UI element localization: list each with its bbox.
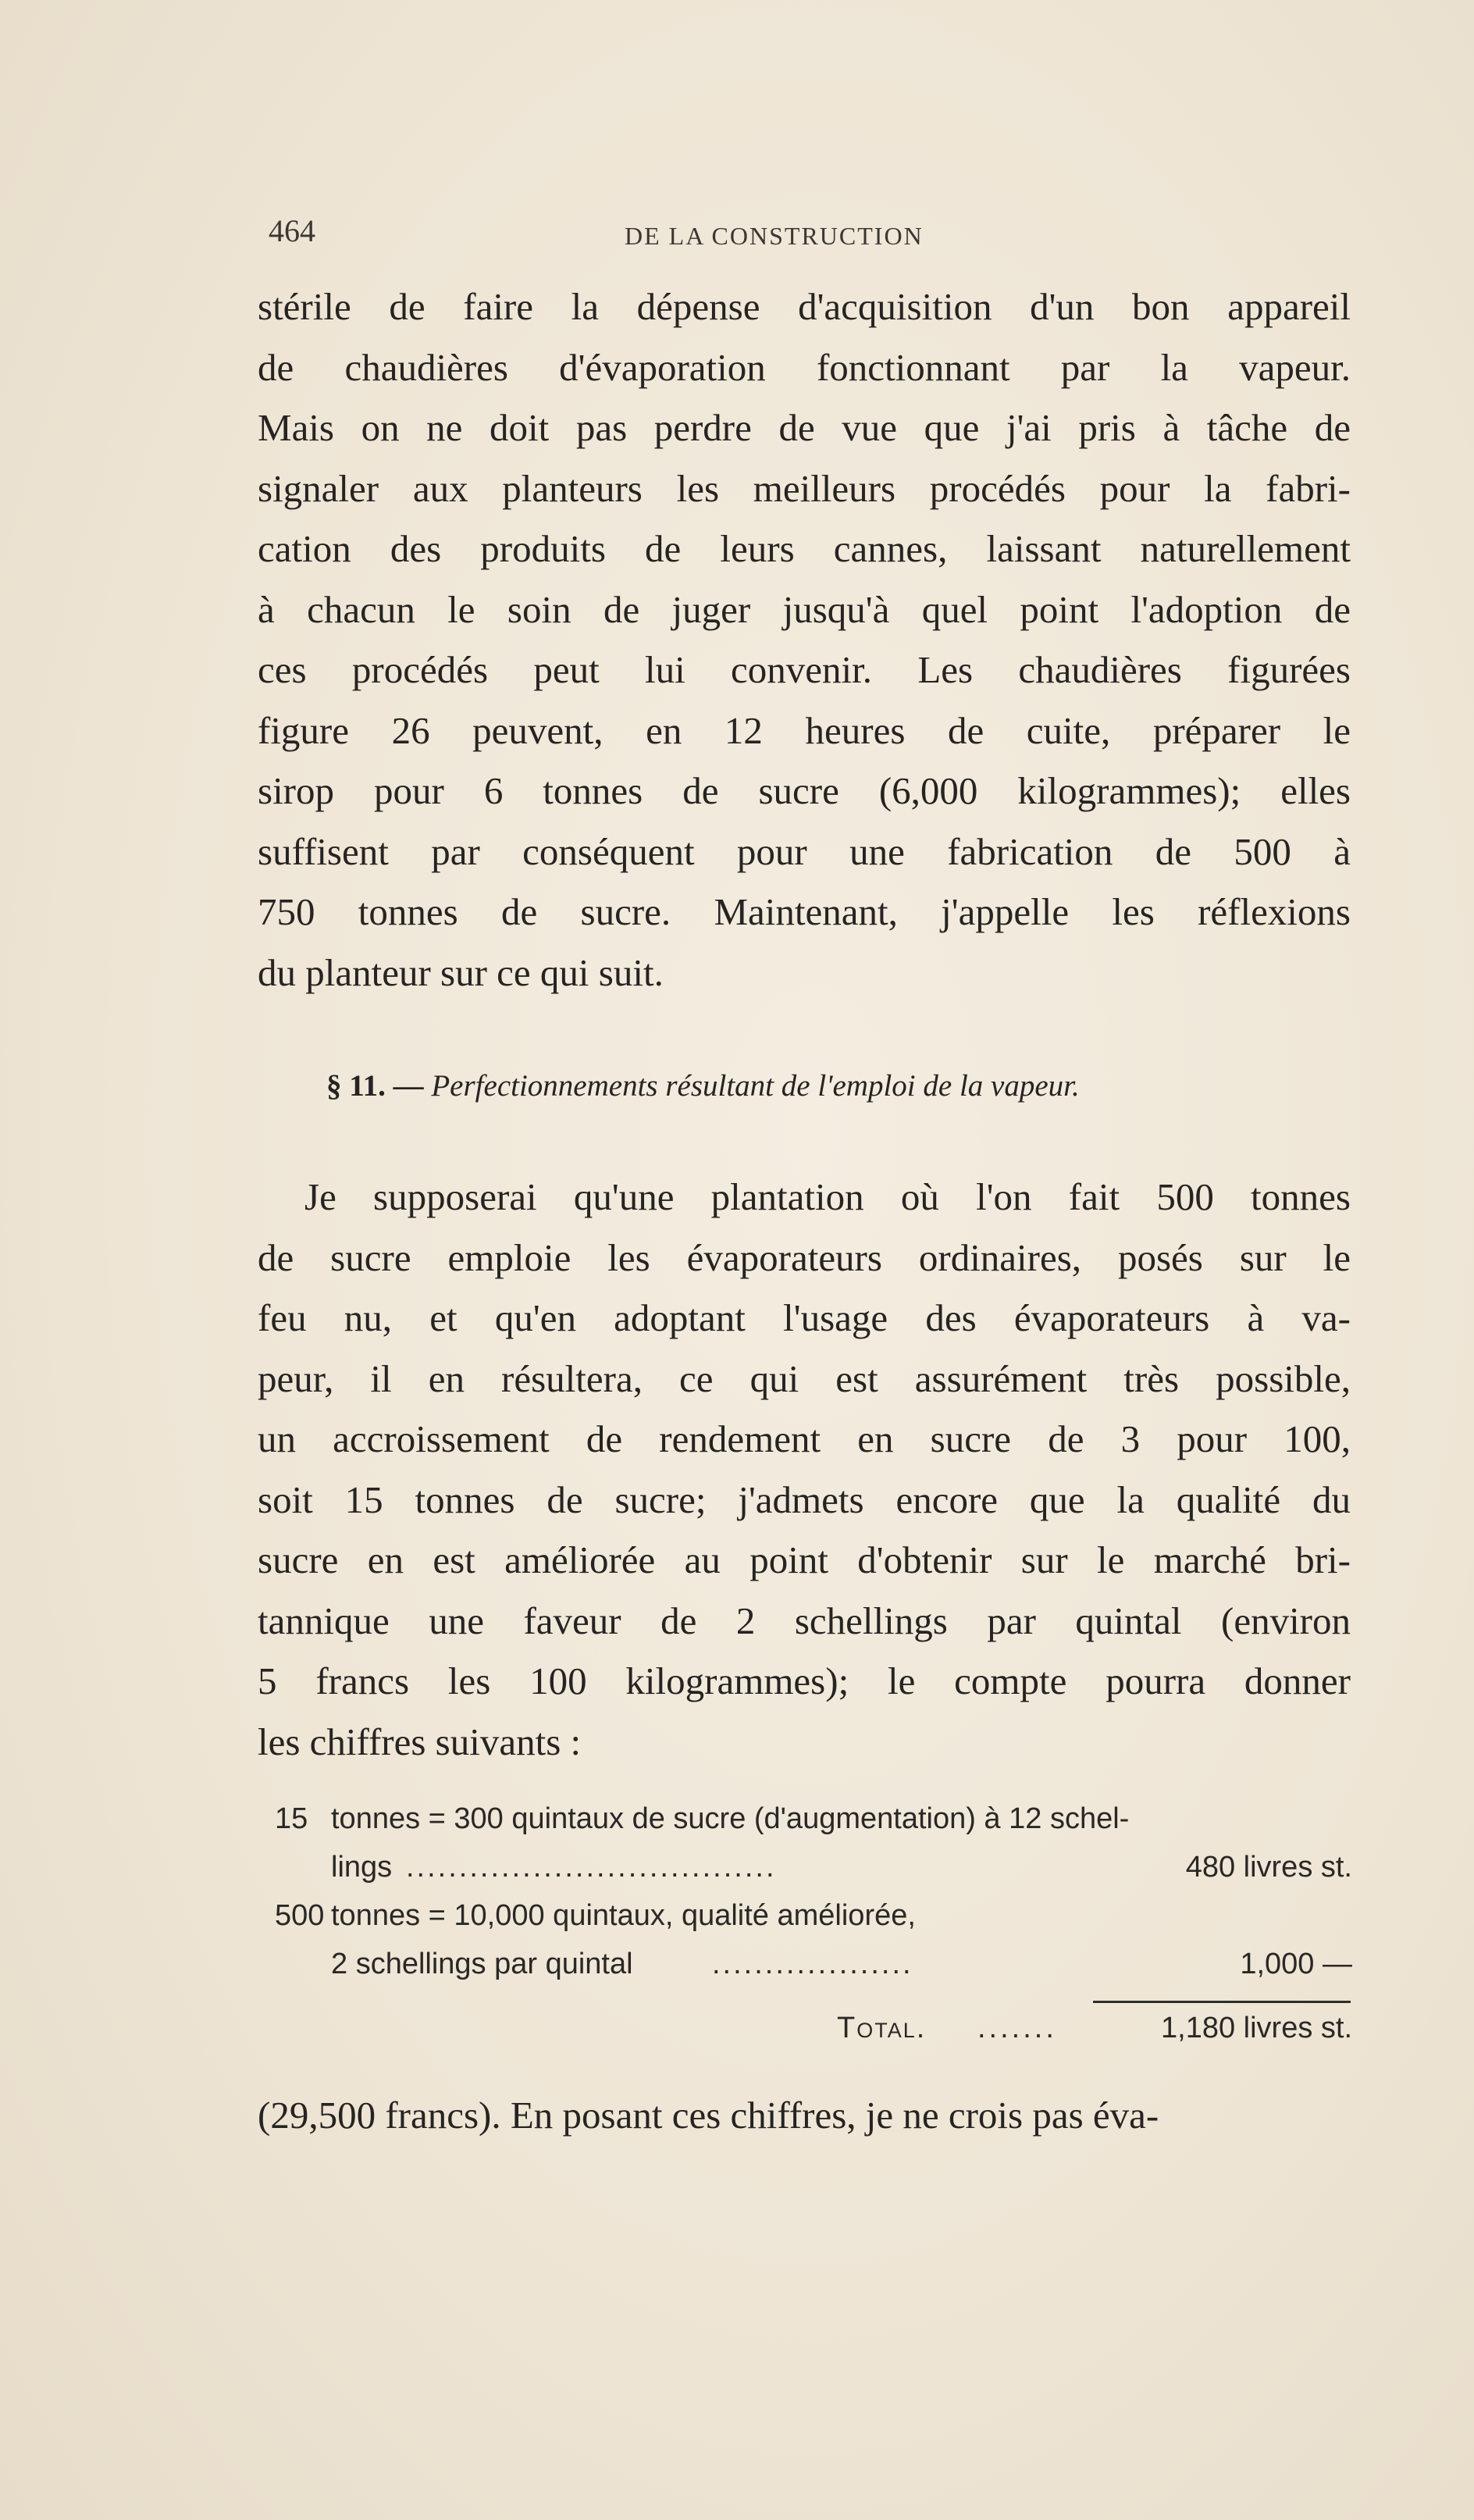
text-line: Je supposerai qu'une plantation où l'on fait 500 tonnes	[304, 1175, 1351, 1218]
account-quantity: 15	[275, 1802, 308, 1835]
text-line: Mais on ne doit pas perdre de vue que j'ai pris à tâche de	[258, 406, 1351, 449]
text-line: figure 26 peuvent, en 12 heures de cuite, préparer le	[258, 708, 1351, 752]
account-description: 2 schellings par quintal	[331, 1948, 633, 1980]
text-line: de chaudières d'évaporation fonctionnant par la vapeur.	[258, 345, 1351, 389]
text-line: 5 francs les 100 kilogrammes); le compte pourra donner	[258, 1659, 1351, 1702]
text-line: signaler aux planteurs les meilleurs procédés pour la fabri-	[258, 466, 1351, 510]
account-quantity: 500	[275, 1899, 325, 1932]
leader-dots: ...................................	[406, 1851, 777, 1884]
text-line: soit 15 tonnes de sucre; j'admets encore que la qualité du	[258, 1477, 1351, 1521]
text-line: sirop pour 6 tonnes de sucre (6,000 kilogrammes); elles	[258, 769, 1351, 812]
account-row	[275, 1940, 1352, 1988]
total-label: Total.	[837, 2012, 927, 2044]
text-line: peur, il en résultera, ce qui est assurément très possible,	[258, 1356, 1351, 1400]
text-line: sucre en est améliorée au point d'obtenir sur le marché bri-	[258, 1538, 1351, 1581]
account-row	[275, 1795, 1352, 1843]
account-row	[275, 1891, 1352, 1940]
paragraph-1	[258, 276, 1351, 1003]
text-line: stérile de faire la dépense d'acquisition d'un bon appareil	[258, 285, 1351, 328]
text-line: de sucre emploie les évaporateurs ordinaires, posés sur le	[258, 1235, 1351, 1279]
account-description: tonnes = 10,000 quintaux, qualité améliorée,	[331, 1899, 916, 1932]
text-line: tannique une faveur de 2 schellings par quintal (environ	[258, 1599, 1351, 1642]
page-header	[258, 212, 1351, 259]
text-line: feu nu, et qu'en adoptant l'usage des évaporateurs à va-	[258, 1296, 1351, 1339]
leader-dots: ...................	[712, 1948, 913, 1980]
text-line: les chiffres suivants :	[258, 1720, 582, 1763]
text-line: 750 tonnes de sucre. Maintenant, j'appelle les réflexions	[258, 890, 1351, 933]
account-total-row	[275, 2012, 1352, 2060]
text-line: suffisent par conséquent pour une fabrication de 500 à	[258, 829, 1351, 873]
leader-dots: .......	[977, 2012, 1057, 2044]
total-amount: 1,180 livres st.	[1161, 2012, 1352, 2044]
text-line: un accroissement de rendement en sucre de 3 pour 100,	[258, 1417, 1351, 1460]
account-description: lings	[331, 1851, 393, 1884]
account-amount: 480 livres st.	[1185, 1851, 1352, 1884]
text-line: à chacun le soin de juger jusqu'à quel point l'adoption de	[258, 587, 1351, 631]
section-title: Perfectionnements résultant de l'emploi de la vapeur.	[431, 1069, 1080, 1103]
paragraph-2	[258, 1167, 1351, 1772]
running-head: DE LA CONSTRUCTION	[625, 222, 924, 250]
account-description: tonnes = 300 quintaux de sucre (d'augmentation) à 12 schel-	[331, 1802, 1130, 1835]
text-line: ces procédés peut lui convenir. Les chaudières figurées	[258, 648, 1351, 691]
text-line: du planteur sur ce qui suit.	[258, 950, 664, 994]
section-heading	[326, 1068, 1080, 1103]
account-table	[275, 1795, 1352, 1988]
account-amount: 1,000 —	[1240, 1948, 1352, 1980]
closing-text-line: (29,500 francs). En posant ces chiffres, je ne crois pas éva-	[258, 2094, 1159, 2137]
text-line: cation des produits de leurs cannes, laissant naturellement	[258, 527, 1351, 570]
section-number: § 11. —	[326, 1069, 424, 1103]
account-row	[275, 1843, 1352, 1891]
sum-rule	[1093, 2001, 1351, 2003]
page-number: 464	[269, 213, 315, 248]
